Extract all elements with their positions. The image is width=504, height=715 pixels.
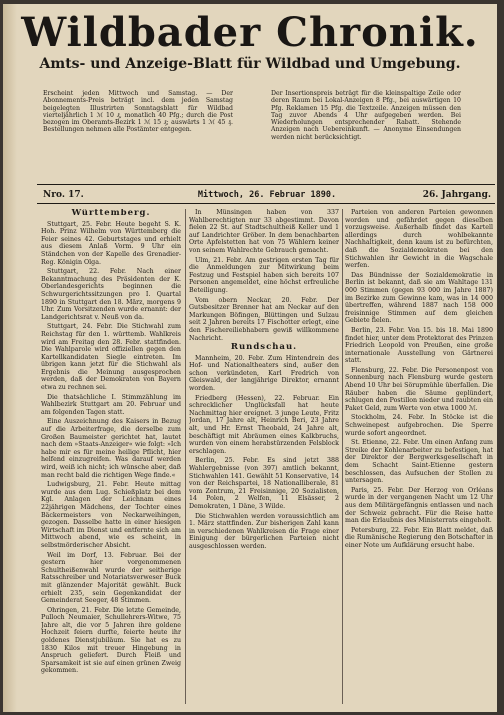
newspaper-title: Wildbader Chronik.	[21, 9, 479, 56]
newspaper-page	[3, 4, 497, 712]
issue-number: Nro. 17.	[43, 190, 84, 200]
column-divider	[342, 209, 343, 704]
article-paragraph: Petersburg, 22. Febr. Ein Blatt meldet, daß die Rumänische Regierung den Botschafter in einer Note um Aufklärung ersucht habe.	[345, 526, 493, 549]
column-divider	[185, 209, 186, 704]
article-paragraph: Flensburg, 22. Febr. Die Personenpost von Sonnenburg nach Flensburg wurde gestern Abend 10 Uhr bei Sörupmühle überfallen. Die Räuber haben die Säume geplündert, schlugen den Postillon nieder und raubten ein Paket Geld, zum Werte von etwa 1000 ℳ.	[345, 366, 493, 412]
article-paragraph: Mannheim, 20. Febr. Zum Hintendrein des Hof- und Nationaltheaters sind, außer den schon verkündeten, Karl Fredrich von Gleiswald, der langjährige Direktor, ernannt worden.	[189, 354, 339, 393]
article-paragraph: Parteien von anderen Parteien gewonnen worden und gefährdet gegen dieselben vorzugsweise. Außerhalb findet das Kartell allerdings durch wohlbekannte Nachhaltigkeit, denn kaum ist zu befürchten, daß die Sozialdemokraten bei den Stichwahlen ihr Gewicht in die Wagschale werfen.	[345, 209, 493, 270]
header-rule-bottom	[37, 203, 495, 204]
article-paragraph: Die Stichwahlen werden voraussichtlich am 1. März stattfinden. Zur bisherigen Zahl kann in verschiedenen Wahlkreisen die Frage einer Einigung der bürgerlichen Parteien nicht ausgeschlossen werden.	[189, 512, 339, 550]
volume-year: 26. Jahrgang.	[422, 190, 491, 200]
article-paragraph: Friedberg (Hessen), 22. Februar. Ein schrecklicher Unglücksfall hat heute Nachmittag hier ereignet. 3 junge Leute, Fritz Jordan, 17 Jahre alt, Heinrich Beri, 23 Jahre alt, und Hr. Ernst Theobald, 24 Jahre alt, beschäftigt mit Abräumen eines Kalkbruchs, wurden von einem herabstürzenden Felsblock erschlagen.	[189, 394, 339, 455]
article-paragraph: Ohringen, 21. Febr. Die letzte Gemeinde, Pulloch Neumaier, Schullehrers-Witwe, 75 Jahre alt, die vor 5 Jahren ihre goldene Hochzeit feiern durfte, feierte heute ihr goldenes Dienstjubiläum. Sie hat es zu 1830 Kilos mit treuer Hingebung in Anspruch geliefert. Durch Fleiß und Sparsamkeit ist sie auf einen grünen Zweig gekommen.	[41, 606, 181, 675]
article-column-2	[189, 209, 339, 704]
article-paragraph: Vom obern Neckar, 20. Febr. Der Gutsbesitzer Brenner hat am Neckar auf den Markungen Böfingen, Blüttingen und Sulzau seit 2 Jahren bereits 17 Fischotter erlegt, eine den Fischereiliebhabern gewiß willkommene Nachricht.	[189, 296, 339, 342]
article-paragraph: Die thatsächliche I. Stimmzählung im Wahlbezirk Stuttgart am 20. Februar und am folgenden Tagen statt.	[41, 393, 181, 416]
article-paragraph: Weil im Dorf, 13. Februar. Bei der gestern hier vorgenommenen Schultheißenwahl wurde der seitherige Ratsschreiber und Notariatsverweser Buck mit glänzender Majorität gewählt. Buck erhielt 235, sein Gegenkandidat der Gemeinderat Seeger, 48 Stimmen.	[41, 551, 181, 605]
article-paragraph: Stuttgart, 25. Febr. Heute begeht S. K. Hoh. Prinz Wilhelm von Württemberg die Feier seines 42. Geburtstages und erhielt aus diesem Anlaß Vorm. 9 Uhr ein Ständchen von der Kapelle des Grenadier-Reg. Königin Olga.	[41, 220, 181, 266]
article-paragraph: Ludwigsburg, 21. Febr. Heute mittag wurde aus dem Lug. Schießplatz bei dem Kgl. Anlagen der Leichnam eines 22jährigen Mädchens, der Tochter eines Bäckermeisters von Neckarweihingen, gezogen. Dasselbe hatte in einer hiesigen Wirtschaft im Dienst und entfernte sich am Mittwoch abend, wie es scheint, in selbstmörderischer Absicht.	[41, 481, 181, 549]
article-paragraph: Eine Auszeichnung des Kaisers in Bezug auf die Arbeiterfrage, die derselbe zum Großen Baumeister gerichtet hat, lautet nach dem »Staats-Anzeiger« wie folgt: »Ich habe mir es für meine heilige Pflicht, hier helfend einzugreifen. Was darauf werden wird, weiß ich nicht; ich wünsche aber, daß man recht bald die richtigen Wege finde.«	[41, 418, 181, 479]
article-paragraph: Stuttgart, 22. Febr. Nach einer Bekanntmachung des Präsidenten der K. Oberlandesgerichts beginnen die Schwurgerichtssitzungen pro I. Quartal 1890 in Stuttgart den 18. März, morgens 9 Uhr. Zum Vorsitzenden wurde ernannt: der Landgerichtsrat v. Neuß von da.	[41, 268, 181, 321]
article-paragraph: Stockholm, 24. Febr. In Stöcke ist die Schweinepest aufgebrochen. Die Sperre wurde sofort angeordnet.	[345, 414, 493, 437]
article-paragraph: Paris, 25. Febr. Der Herzog von Orléans wurde in der vergangenen Nacht um 12 Uhr aus dem Militärgefängnis entlassen und nach der Schweiz gebracht. Für die Reise hatte man die Erlaubnis des Ministerrats eingeholt.	[345, 486, 493, 525]
article-paragraph: In Münsingen haben von 337 Wahlberechtigten nur 33 abgestimmt. Davon fielen 22 St. auf Stadtschultheiß Keller und 1 auf Landrichter Gröber. In dem benachbarten Orte Apfelstetten hat von 75 Wählern keiner von seinem Wahlrechte Gebrauch gemacht.	[189, 209, 339, 254]
newspaper-subtitle: Amts- und Anzeige-Blatt für Wildbad und Umgebung.	[39, 56, 461, 72]
section-heading-rundschau: Rundschau.	[230, 342, 298, 353]
article-paragraph: Das Bündnisse der Sozialdemokratie in Berlin ist bekannt, daß sie am Wahltage 131 000 Stimmen (gegen 93 000 im Jahre 1887) im Bezirke zum Gewinne kam, was in 14 000 übertreffen, während 1887 nach 158 000 freisinnige Stimmen auf dem gleichen Gebiete fielen.	[345, 271, 493, 325]
dateline	[37, 188, 495, 202]
masthead	[3, 10, 497, 72]
subscription-info: Erscheint jeden Mittwoch und Samstag. — Der Abonnements-Preis beträgt incl. dem jeden Samstag beigelegten Illustrirten Sonntagsblatt für Wildbad vierteljährlich 1 ℳ 10 ₰, monatlich 40 Pfg.; durch die Post bezogen im Oberamts-Bezirk 1 ℳ 15 ₰; auswärts 1 ℳ 45 ₰. Bestellungen nehmen alle Postämter entgegen.	[43, 90, 233, 134]
article-column-3	[345, 209, 493, 704]
article-column-1	[41, 209, 181, 704]
article-paragraph: Stuttgart, 24. Febr. Die Stichwahl zum Reichstag für den 1. württemb. Wahlkreis wird am Freitag den 28. Febr. stattfinden. Die Wahlparole wird offiziellen gegen den Kartellkandidaten Siegle eintreten. Im übrigen kann jetzt für die Stichwahl als Ergebnis die Meinung ausgesprochen werden, daß der Demokraten von Bayern etwa zu rechnen sei.	[41, 323, 181, 392]
article-paragraph: St. Etienne, 22. Febr. Um einen Anfang zum Streike der Kohlenarbeiter zu befestigen, hat der Direktor der Bergwerksgesellschaft in dem Schacht Saint-Etienne gestern beschlossen, das Aufsuchen der Stollen zu untersagen.	[345, 439, 493, 485]
article-paragraph: Ulm, 21. Febr. Am gestrigen ersten Tag für die Anmeldungen zur Mitwirkung beim Festzug und Festspiel haben sich bereits 107 Personen angemeldet, eine höchst erfreuliche Beteiligung.	[189, 256, 339, 294]
article-paragraph: Berlin, 25. Febr. Es sind jetzt 388 Wahlergebnisse (von 397) amtlich bekannt, Stichwahlen 141. Gewählt 51 Konservative, 14 von der Reichspartei, 18 Nationalliberale, 81 vom Zentrum, 21 Freisinnige, 20 Sozialisten, 14 Polen, 2 Welfen, 11 Elsässer, 2 Demokraten, 1 Däne, 3 Wilde.	[189, 457, 339, 510]
issue-date: Mittwoch, 26. Februar 1890.	[197, 190, 337, 200]
header-rule-top	[37, 184, 495, 185]
section-heading-wuerttemberg: Württemberg.	[71, 209, 151, 218]
page-binding-edge	[3, 4, 17, 712]
article-paragraph: Berlin, 23. Febr. Von 15. bis 18. Mai 1890 findet hier, unter dem Protektorat des Prinzen Friedrich Leopold von Preußen, eine große internationale Ausstellung von Gärtnerei statt.	[345, 326, 493, 365]
advertising-rates-info: Der Insertionspreis beträgt für die kleinspaltige Zeile oder deren Raum bei Lokal-Anzeigen 8 Pfg., bei auswärtigen 10 Pfg. Reklamen 15 Pfg. die Textzeile. Anzeigen müssen den Tag zuvor Abends 4 Uhr aufgegeben werden. Bei Wiederholungen entsprechender Rabatt. Stehende Anzeigen nach Uebereinkunft. — Anonyme Einsendungen werden nicht berücksichtigt.	[271, 90, 461, 141]
